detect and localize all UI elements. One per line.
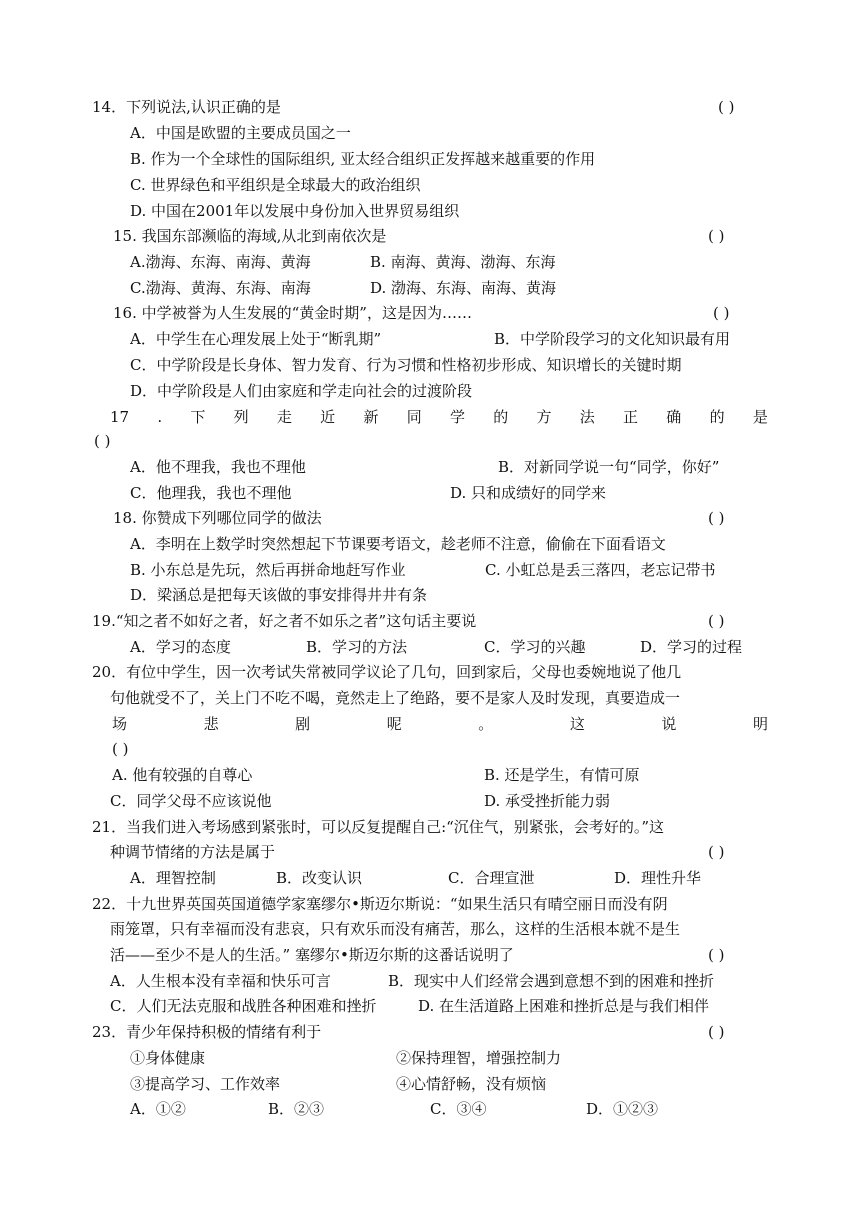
q18-stem: 18. 你赞成下列哪位同学的做法 xyxy=(113,509,322,527)
q18-option-c: C. 小虹总是丢三落四，老忘记带书 xyxy=(485,561,716,579)
q20-stem-line2: 句他就受不了，关上门不吃不喝，竟然走上了绝路，要不是家人及时发现，真要造成一 xyxy=(110,689,681,707)
q21-answer-paren: ( ) xyxy=(708,843,725,861)
q19-option-c: C．学习的兴趣 xyxy=(484,638,586,656)
q23-stem: 23．青少年保持积极的情绪有利于 xyxy=(92,1023,322,1041)
q22-option-a: A．人生根本没有幸福和快乐可言 xyxy=(110,972,331,990)
q19-stem: 19.“知之者不如好之者，好之者不如乐之者”这句话主要说 xyxy=(92,612,477,630)
q22-option-b: B．现实中人们经常会遇到意想不到的困难和挫折 xyxy=(388,972,715,990)
q17-stem-char: 正 xyxy=(623,408,639,426)
q20-stem-char: 这 xyxy=(569,715,585,733)
q20-option-d: D. 承受挫折能力弱 xyxy=(484,792,611,810)
q20-stem-line3 xyxy=(112,714,768,734)
q20-stem-char: 明 xyxy=(752,715,768,733)
q17-stem-char: 方 xyxy=(536,408,552,426)
q16-option-d: D．中学阶段是人们由家庭和学走向社会的过渡阶段 xyxy=(130,382,473,400)
q17-stem-char: 确 xyxy=(666,408,682,426)
q15-option-d: D. 渤海、东海、南海、黄海 xyxy=(370,279,557,297)
q22-stem-line1: 22．十九世界英国英国道德学家塞缪尔•斯迈尔斯说：“如果生活只有晴空丽日而没有阴 xyxy=(92,895,668,913)
q15-option-a: A.渤海、东海、南海、黄海 xyxy=(130,253,311,271)
q17-stem-char: 同 xyxy=(406,408,422,426)
q14-option-b: B. 作为一个全球性的国际组织, 亚太经合组织正发挥越来越重要的作用 xyxy=(130,150,596,168)
q20-stem-char: 悲 xyxy=(203,715,219,733)
q18-option-d: D．梁涵总是把每天该做的事安排得井井有条 xyxy=(130,586,428,604)
q17-option-b: B．对新同学说一句“同学，你好” xyxy=(498,458,720,476)
q17-stem-char: . xyxy=(157,408,163,426)
q19-option-d: D．学习的过程 xyxy=(640,638,743,656)
q17-stem-char: 走 xyxy=(276,408,292,426)
q16-option-b: B．中学阶段学习的文化知识最有用 xyxy=(494,330,731,348)
q17-stem-char: 是 xyxy=(752,408,768,426)
q17-stem-char: 近 xyxy=(320,408,336,426)
q21-option-c: C．合理宣泄 xyxy=(448,869,535,887)
q15-answer-paren: ( ) xyxy=(708,227,725,245)
q14-answer-paren: ( ) xyxy=(718,98,735,116)
q21-option-b: B．改变认识 xyxy=(276,869,363,887)
q17-stem-char: 新 xyxy=(363,408,379,426)
q14-option-c: C. 世界绿色和平组织是全球最大的政治组织 xyxy=(130,176,421,194)
q17-option-c: C．他理我，我也不理他 xyxy=(130,484,292,502)
q21-option-d: D．理性升华 xyxy=(614,869,702,887)
q15-option-c: C.渤海、黄海、东海、南海 xyxy=(130,279,311,297)
q20-option-a: A. 他有较强的自尊心 xyxy=(112,766,253,784)
q21-stem-line1: 21．当我们进入考场感到紧张时，可以反复提醒自己:“沉住气，别紧张，会考好的。”这 xyxy=(92,818,664,836)
q16-stem: 16. 中学被誉为人生发展的“黄金时期”，这是因为…… xyxy=(113,304,472,322)
q17-stem-char: 17 xyxy=(110,408,130,426)
q17-option-d: D. 只和成绩好的同学来 xyxy=(450,484,607,502)
q17-stem-char: 列 xyxy=(233,408,249,426)
q17-option-a: A．他不理我，我也不理他 xyxy=(130,458,306,476)
q15-stem: 15. 我国东部濒临的海域,从北到南依次是 xyxy=(113,227,387,245)
q19-option-b: B．学习的方法 xyxy=(306,638,408,656)
q14-option-a: A．中国是欧盟的主要成员国之一 xyxy=(130,124,351,142)
q16-answer-paren: ( ) xyxy=(713,304,730,322)
q17-stem-char: 学 xyxy=(449,408,465,426)
q20-stem-char: 。 xyxy=(478,715,494,733)
q16-option-c: C．中学阶段是长身体、智力发育、行为习惯和性格初步形成、知识增长的关键时期 xyxy=(130,356,682,374)
q20-stem-char: 场 xyxy=(112,715,128,733)
q18-answer-paren: ( ) xyxy=(708,509,725,527)
q17-stem xyxy=(110,407,768,427)
q20-stem-line1: 20．有位中学生，因一次考试失常被同学议论了几句，回到家后，父母也委婉地说了他几 xyxy=(92,663,682,681)
q21-option-a: A．理智控制 xyxy=(130,869,216,887)
q23-item-4: ④心情舒畅，没有烦恼 xyxy=(396,1075,547,1093)
q22-stem-line2: 雨笼罩，只有幸福而没有悲哀，只有欢乐而没有痛苦，那么，这样的生活根本就不是生 xyxy=(110,920,681,938)
q22-stem-line3: 活——至少不是人的生活。” 塞缪尔•斯迈尔斯的这番话说明了 xyxy=(110,946,514,964)
q21-stem-line2: 种调节情绪的方法是属于 xyxy=(110,843,276,861)
q17-stem-char: 法 xyxy=(579,408,595,426)
q20-answer-paren: ( ) xyxy=(112,740,129,758)
q17-stem-char: 下 xyxy=(190,408,206,426)
q23-option-d: D．①②③ xyxy=(586,1100,659,1118)
q23-item-2: ②保持理智，增强控制力 xyxy=(396,1049,562,1067)
q18-option-a: A．李明在上数学时突然想起下节课要考语文，趁老师不注意，偷偷在下面看语文 xyxy=(130,535,666,553)
q14-option-d: D. 中国在2001年以发展中身份加入世界贸易组织 xyxy=(130,202,460,220)
q19-answer-paren: ( ) xyxy=(708,612,725,630)
q23-option-a: A．①② xyxy=(130,1100,186,1118)
q16-option-a: A．中学生在心理发展上处于“断乳期” xyxy=(130,330,382,348)
q22-answer-paren: ( ) xyxy=(708,946,725,964)
q23-answer-paren: ( ) xyxy=(708,1023,725,1041)
q23-item-1: ①身体健康 xyxy=(130,1049,206,1067)
q22-option-d: D. 在生活道路上困难和挫折总是与我们相伴 xyxy=(418,997,710,1015)
q19-option-a: A．学习的态度 xyxy=(130,638,231,656)
q17-answer-paren: ( ) xyxy=(94,432,111,450)
q20-option-b: B. 还是学生，有情可原 xyxy=(484,766,640,784)
q20-stem-char: 剧 xyxy=(295,715,311,733)
q15-option-b: B. 南海、黄海、渤海、东海 xyxy=(370,253,556,271)
q17-stem-char: 的 xyxy=(709,408,725,426)
q20-stem-char: 呢 xyxy=(386,715,402,733)
q23-option-c: C．③④ xyxy=(430,1100,487,1118)
q20-option-c: C．同学父母不应该说他 xyxy=(110,792,272,810)
q14-stem: 14．下列说法,认识正确的是 xyxy=(92,98,281,116)
q23-item-3: ③提高学习、工作效率 xyxy=(130,1075,281,1093)
q18-option-b: B. 小东总是先玩，然后再拼命地赶写作业 xyxy=(130,561,406,579)
q17-stem-char: 的 xyxy=(493,408,509,426)
q23-option-b: B．②③ xyxy=(268,1100,325,1118)
q22-option-c: C．人们无法克服和战胜各种困难和挫折 xyxy=(110,997,377,1015)
q20-stem-char: 说 xyxy=(661,715,677,733)
